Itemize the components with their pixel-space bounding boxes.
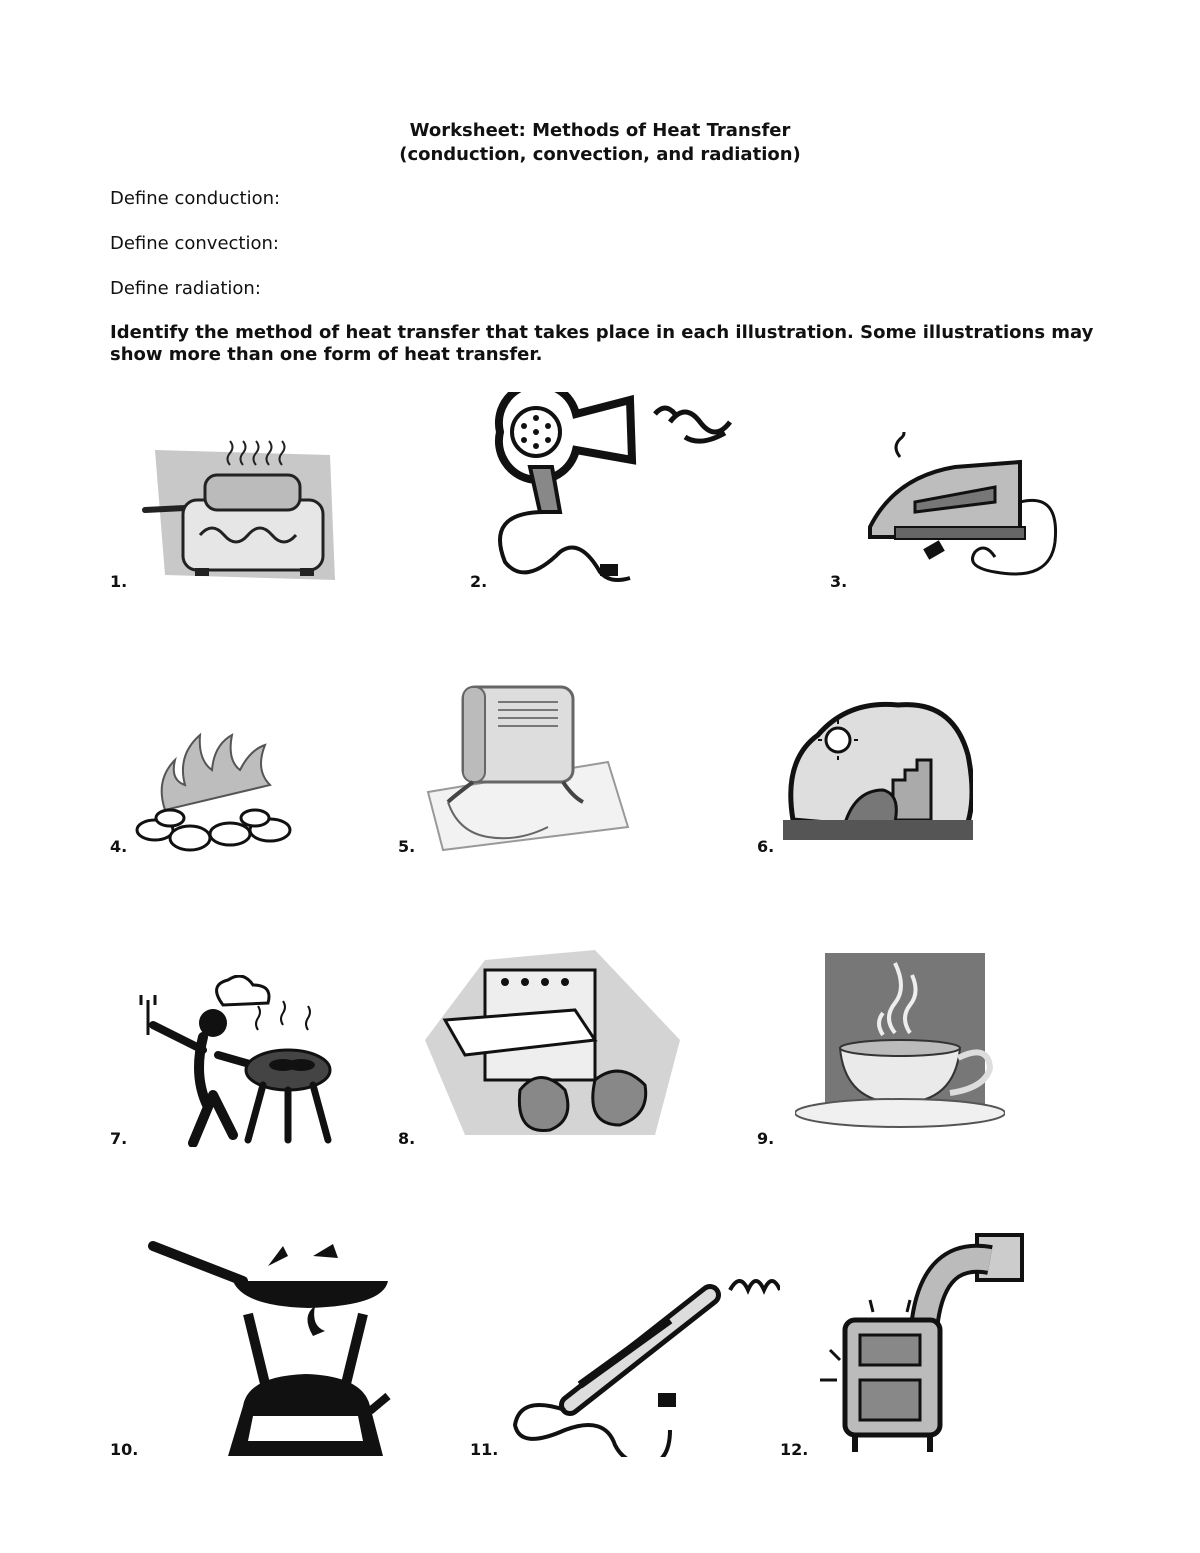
item-number-6: 6. <box>757 837 775 856</box>
item-number-3: 3. <box>830 572 848 591</box>
sunny-beach-sandcastle-icon <box>783 700 973 852</box>
wood-stove-icon <box>815 1230 1030 1458</box>
item-number-2: 2. <box>470 572 488 591</box>
worksheet-title: Worksheet: Methods of Heat Transfer <box>409 120 791 141</box>
campfire-icon <box>130 730 302 855</box>
curling-iron-icon <box>510 1265 780 1457</box>
define-radiation-prompt: Define radiation: <box>110 278 261 299</box>
item-number-9: 9. <box>757 1129 775 1148</box>
item-number-7: 7. <box>110 1129 128 1148</box>
oven-mitts-icon <box>425 950 680 1142</box>
space-heater-icon <box>418 682 633 852</box>
item-number-4: 4. <box>110 837 128 856</box>
grill-chef-icon <box>133 975 333 1147</box>
toaster-icon <box>135 440 340 585</box>
item-number-11: 11. <box>470 1440 499 1459</box>
instructions: Identify the method of heat transfer that takes place in each illustration. Some illustrations may show more than one form of heat transfer. <box>110 322 1094 365</box>
hot-tea-cup-icon <box>795 953 1005 1133</box>
item-number-10: 10. <box>110 1440 139 1459</box>
item-number-1: 1. <box>110 572 128 591</box>
define-conduction-prompt: Define conduction: <box>110 188 281 209</box>
worksheet-subtitle: (conduction, convection, and radiation) <box>399 144 801 165</box>
item-number-5: 5. <box>398 837 416 856</box>
hair-dryer-icon <box>490 392 755 584</box>
item-number-8: 8. <box>398 1129 416 1148</box>
define-convection-prompt: Define convection: <box>110 233 279 254</box>
clothes-iron-icon <box>855 432 1065 587</box>
item-number-12: 12. <box>780 1440 809 1459</box>
pan-on-burner-icon <box>148 1236 393 1464</box>
